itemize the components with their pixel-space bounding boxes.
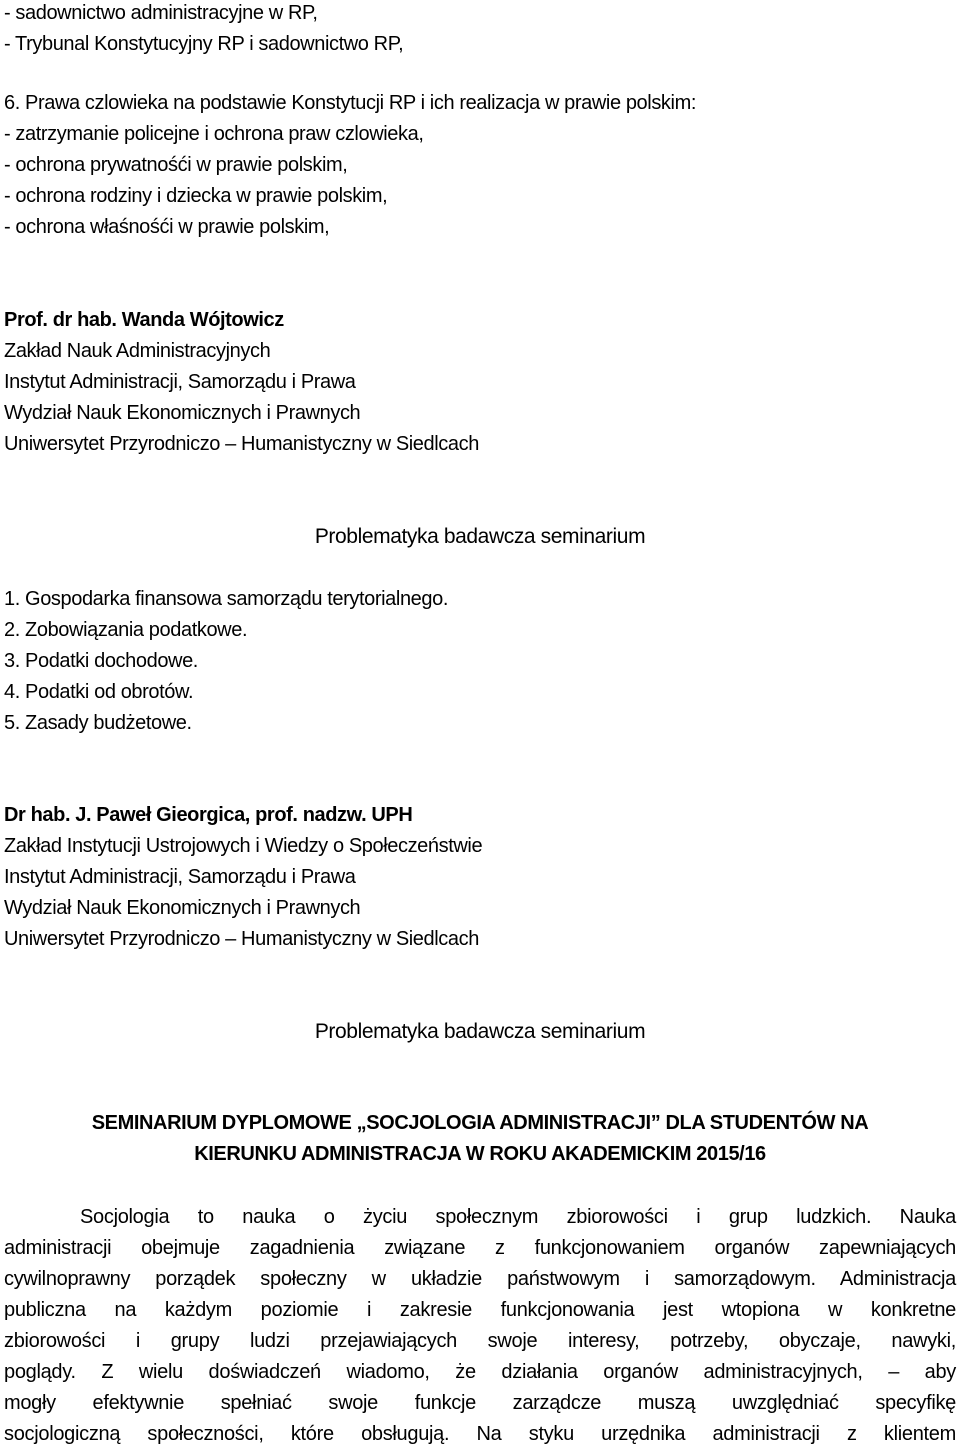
paragraph-line: administracji obejmuje zagadnienia związane z funkcjonowaniem organów zapewniających (4, 1237, 956, 1259)
seminar-title: SEMINARIUM DYPLOMOWE „SOCJOLOGIA ADMINISTRACJI” DLA STUDENTÓW NA (91, 1112, 869, 1134)
topic-item: 2. Zobowiązania podatkowe. (4, 619, 248, 641)
seminar-title: KIERUNKU ADMINISTRACJA W ROKU AKADEMICKIM 2015/16 (194, 1143, 766, 1165)
affiliation-line: Wydział Nauk Ekonomicznych i Prawnych (4, 402, 361, 424)
list-item: - ochrona prywatnośći w prawie polskim, (4, 154, 348, 176)
list-item: - sadownictwo administracyjne w RP, (4, 2, 318, 24)
supervisor-name: Dr hab. J. Paweł Gieorgica, prof. nadzw. UPH (4, 804, 413, 826)
list-item: - ochrona właśnośći w prawie polskim, (4, 216, 330, 238)
paragraph-line: Socjologia to nauka o życiu społecznym zbiorowości i grup ludzkich. Nauka (80, 1206, 956, 1228)
topic-item: 4. Podatki od obrotów. (4, 681, 194, 703)
paragraph-line: cywilnoprawny porządek społeczny w układzie państwowym i samorządowym. Administracja (4, 1268, 956, 1290)
affiliation-line: Zakład Instytucji Ustrojowych i Wiedzy o Społeczeństwie (4, 835, 483, 857)
affiliation-line: Zakład Nauk Administracyjnych (4, 340, 271, 362)
topic-item: 3. Podatki dochodowe. (4, 650, 198, 672)
paragraph-line: zbiorowości i grupy ludzi przejawiających swoje interesy, potrzeby, obyczaje, nawyki, (4, 1330, 956, 1352)
topics-heading: Problematyka badawcza seminarium (314, 1020, 646, 1043)
list-item: - zatrzymanie policejne i ochrona praw czlowieka, (4, 123, 424, 145)
section-heading: 6. Prawa czlowieka na podstawie Konstytucji RP i ich realizacja w prawie polskim: (4, 92, 696, 114)
paragraph-line: poglądy. Z wielu doświadczeń wiadomo, że działania organów administracyjnych, – aby (4, 1361, 956, 1383)
affiliation-line: Uniwersytet Przyrodniczo – Humanistyczny w Siedlcach (4, 928, 479, 950)
topic-item: 1. Gospodarka finansowa samorządu terytorialnego. (4, 588, 448, 610)
topics-heading: Problematyka badawcza seminarium (314, 525, 646, 548)
affiliation-line: Uniwersytet Przyrodniczo – Humanistyczny w Siedlcach (4, 433, 479, 455)
paragraph-line: publiczna na każdym poziomie i zakresie funkcjonowania jest wtopiona w konkretne (4, 1299, 956, 1321)
affiliation-line: Wydział Nauk Ekonomicznych i Prawnych (4, 897, 361, 919)
supervisor-name: Prof. dr hab. Wanda Wójtowicz (4, 309, 284, 331)
list-item: - Trybunal Konstytucyjny RP i sadownictwo RP, (4, 33, 404, 55)
affiliation-line: Instytut Administracji, Samorządu i Prawa (4, 866, 356, 888)
list-item: - ochrona rodziny i dziecka w prawie polskim, (4, 185, 388, 207)
paragraph-line: socjologiczną społeczności, które obsługują. Na styku urzędnika administracji z klientem (4, 1423, 956, 1445)
affiliation-line: Instytut Administracji, Samorządu i Prawa (4, 371, 356, 393)
topic-item: 5. Zasady budżetowe. (4, 712, 192, 734)
paragraph-line: mogły efektywnie spełniać swoje funkcje zarządcze muszą uwzględniać specyfikę (4, 1392, 956, 1414)
